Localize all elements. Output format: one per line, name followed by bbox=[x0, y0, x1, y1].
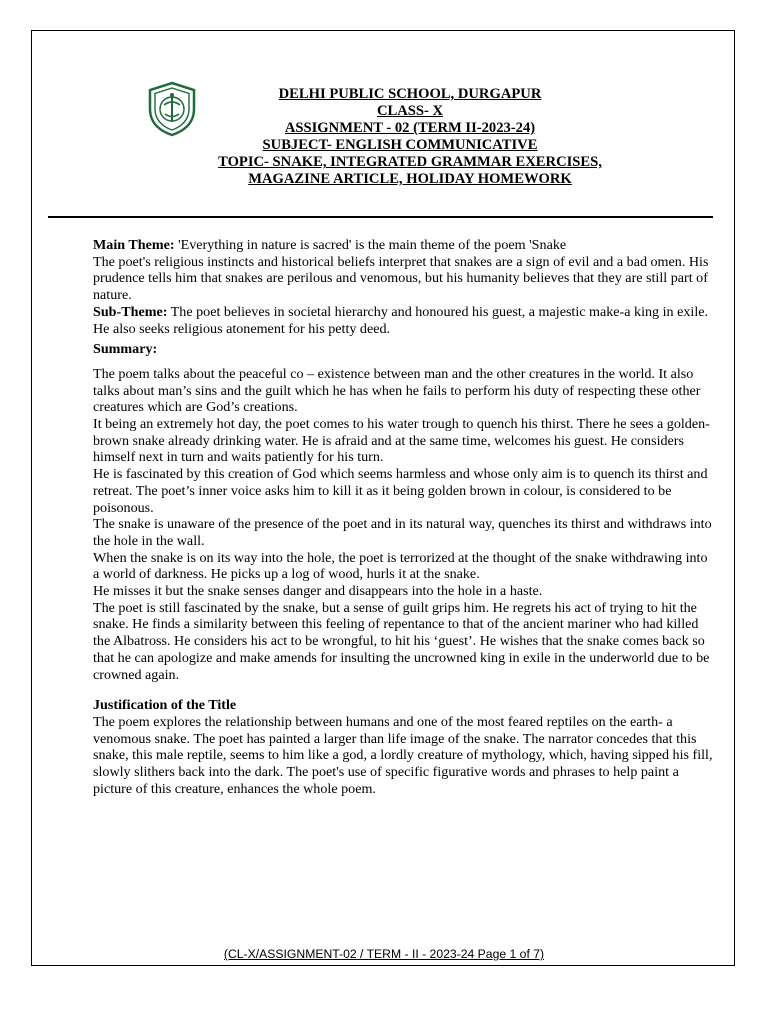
main-theme-text: 'Everything in nature is sacred' is the main theme of the poem 'Snake bbox=[174, 237, 567, 253]
summary-paragraph: When the snake is on its way into the hole, the poet is terrorized at the thought of the snake withdrawing into a world of darkness. He picks up a log of wood, hurls it at the snake. bbox=[93, 549, 708, 583]
summary-paragraph: He is fascinated by this creation of God which seems harmless and whose only aim is to quench its thirst and retreat. The poet’s inner voice asks him to kill it as it being golden brown in colour, is considered to be poisonous. bbox=[93, 466, 708, 516]
sub-theme-label: Sub-Theme: bbox=[93, 303, 168, 320]
school-name: DELHI PUBLIC SCHOOL, DURGAPUR bbox=[278, 86, 542, 102]
summary-paragraph: The poem talks about the peaceful co – existence between man and the other creatures in the world. It also talks about man’s sins and the guilt which he has when he fails to perform his duty of respecting these other creatures which are God’s creations. bbox=[93, 365, 701, 416]
summary-paragraph: He misses it but the snake senses danger and disappears into the hole in a haste. bbox=[93, 583, 543, 600]
sub-theme-text: The poet believes in societal hierarchy and honoured his guest, a majestic make-a king in exile. He also seeks religious atonement for his petty deed. bbox=[93, 303, 709, 337]
summary-paragraph: The snake is unaware of the presence of the poet and in its natural way, quenches its thirst and withdraws into the hole in the wall. bbox=[93, 516, 712, 549]
page-footer: (CL-X/ASSIGNMENT-02 / TERM - II - 2023-24 Page 1 of 7) bbox=[223, 947, 545, 961]
summary-heading: Summary: bbox=[93, 341, 158, 358]
topic-line-1: TOPIC- SNAKE, INTEGRATED GRAMMAR EXERCISES, bbox=[218, 154, 602, 170]
main-theme bbox=[93, 237, 713, 254]
main-theme-label: Main Theme: bbox=[93, 237, 175, 253]
sub-theme bbox=[93, 304, 713, 337]
header-divider bbox=[48, 216, 713, 218]
topic-line-2: MAGAZINE ARTICLE, HOLIDAY HOMEWORK bbox=[248, 171, 572, 187]
main-theme-paragraph: The poet's religious instincts and historical beliefs interpret that snakes are a sign of evil and a bad omen. His prudence tells him that snakes are perilous and venomous, but his humanity believes that they are still part of nature. bbox=[93, 253, 709, 304]
summary-paragraph: The poet is still fascinated by the snake, but a sense of guilt grips him. He regrets his act of trying to hit the snake. He finds a similarity between this feeling of repentance to that of the ancient mariner who had killed the Albatross. He considers his act to be wrongful, to hit his ‘guest’. He wishes that the snake comes back so that he can apologize and make amends for insulting the uncrowned king in exile in the underworld due to be crowned again. bbox=[93, 599, 710, 683]
justification-heading: Justification of the Title bbox=[93, 697, 237, 714]
justification-paragraph: The poem explores the relationship between humans and one of the most feared reptiles on the earth- a venomous snake. The poet has painted a larger than life image of the snake. The narrator concedes that this snake, this male reptile, seems to him like a god, a lordly creature of mythology, which, having sipped his fill, slowly slithers back into the dark. The poet's use of specific figurative words and phrases to help paint a picture of this creature, enhances the whole poem. bbox=[93, 713, 713, 797]
subject-line: SUBJECT- ENGLISH COMMUNICATIVE bbox=[262, 137, 538, 153]
summary-paragraph: It being an extremely hot day, the poet comes to his water trough to quench his thirst. There he sees a golden-brown snake already drinking water. He is afraid and at the same time, welcomes his guest. He considers himself next in turn and waits patiently for his turn. bbox=[93, 416, 710, 466]
document-body bbox=[93, 237, 713, 798]
class-line: CLASS- X bbox=[376, 103, 444, 119]
assignment-line: ASSIGNMENT - 02 (TERM II-2023-24) bbox=[284, 120, 536, 136]
document-header bbox=[150, 86, 670, 188]
